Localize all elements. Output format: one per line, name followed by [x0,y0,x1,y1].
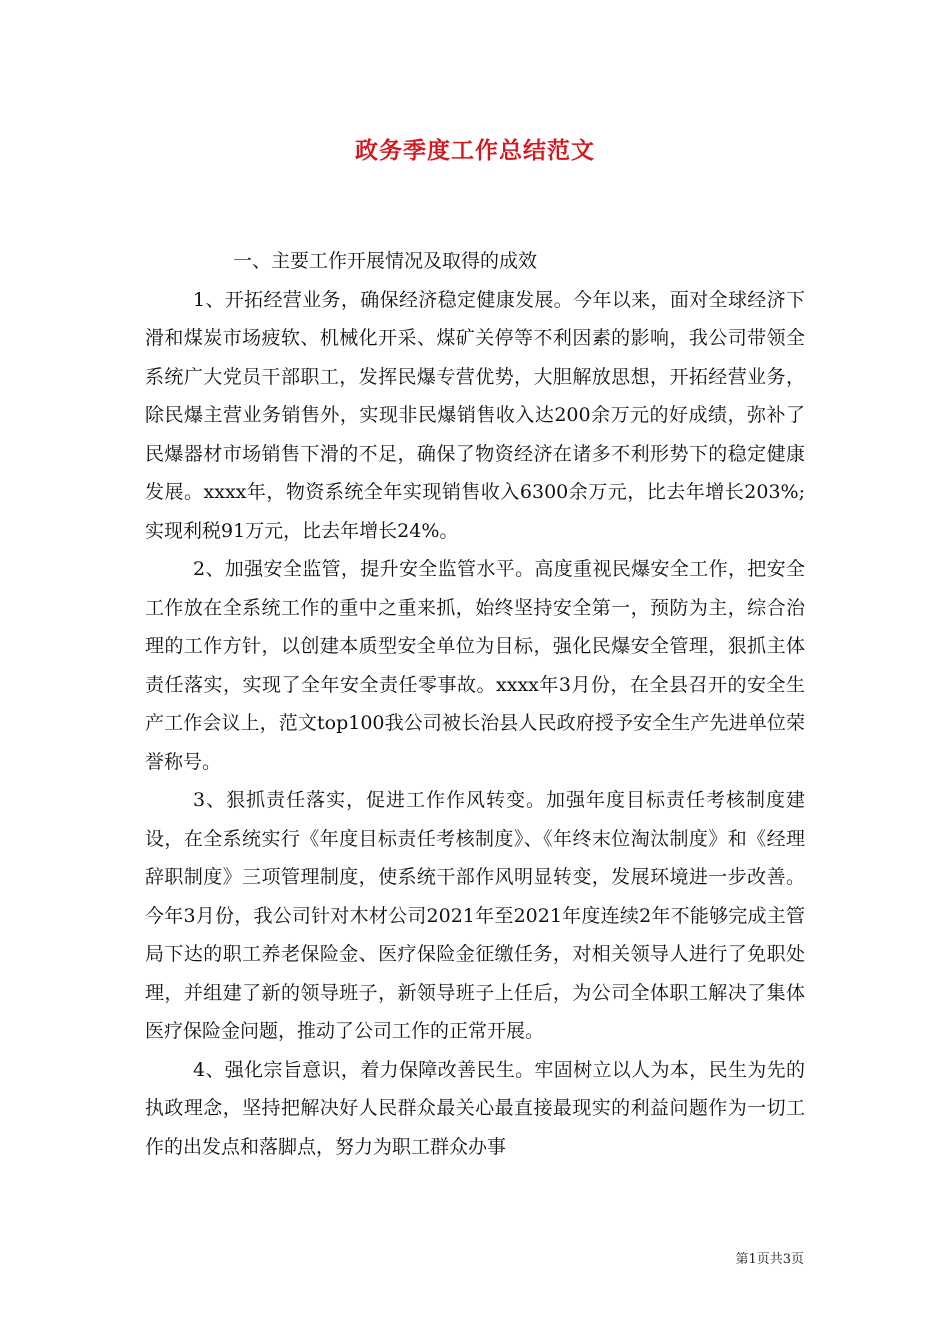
document-title: 政务季度工作总结范文 [355,137,595,164]
page-number-footer: 第1页共3页 [735,1252,804,1267]
section-heading: 一、主要工作开展情况及取得的成效 [233,250,538,272]
paragraph-2: 2、加强安全监管，提升安全监管水平。高度重视民爆安全工作，把安全工作放在全系统工作的重中之重来抓，始终坚持安全第一，预防为主，综合治理的工作方针，以创建本质型安全单位为目标，强化民爆安全管理，狠抓主体责任落实，实现了全年安全责任零事故。xxxx年3月份，在全县召开的安全生产工作会议上，范文top100我公司被长治县人民政府授予安全生产先进单位荣誉称号。 [145,558,805,773]
document-body [145,242,805,1166]
paragraph-1: 1、开拓经营业务，确保经济稳定健康发展。今年以来，面对全球经济下滑和煤炭市场疲软、机械化开采、煤矿关停等不利因素的影响，我公司带领全系统广大党员干部职工，发挥民爆专营优势，大胆解放思想，开拓经营业务，除民爆主营业务销售外，实现非民爆销售收入达200余万元的好成绩，弥补了民爆器材市场销售下滑的不足，确保了物资经济在诸多不利形势下的稳定健康发展。xxxx年，物资系统全年实现销售收入6300余万元，比去年增长203%;实现利税91万元，比去年增长24%。 [145,288,805,542]
paragraph-4: 4、强化宗旨意识，着力保障改善民生。牢固树立以人为本，民生为先的执政理念，坚持把解决好人民群众最关心最直接最现实的利益问题作为一切工作的出发点和落脚点，努力为职工群众办事 [145,1058,805,1158]
paragraph-3: 3、狠抓责任落实，促进工作作风转变。加强年度目标责任考核制度建设，在全系统实行《年度目标责任考核制度》、《年终末位淘汰制度》和《经理辞职制度》三项管理制度，使系统干部作风明显转变，发展环境进一步改善。今年3月份，我公司针对木材公司2021年至2021年度连续2年不能够完成主管局下达的职工养老保险金、医疗保险金征缴任务，对相关领导人进行了免职处理，并组建了新的领导班子，新领导班子上任后，为公司全体职工解决了集体医疗保险金问题，推动了公司工作的正常开展。 [145,789,805,1042]
